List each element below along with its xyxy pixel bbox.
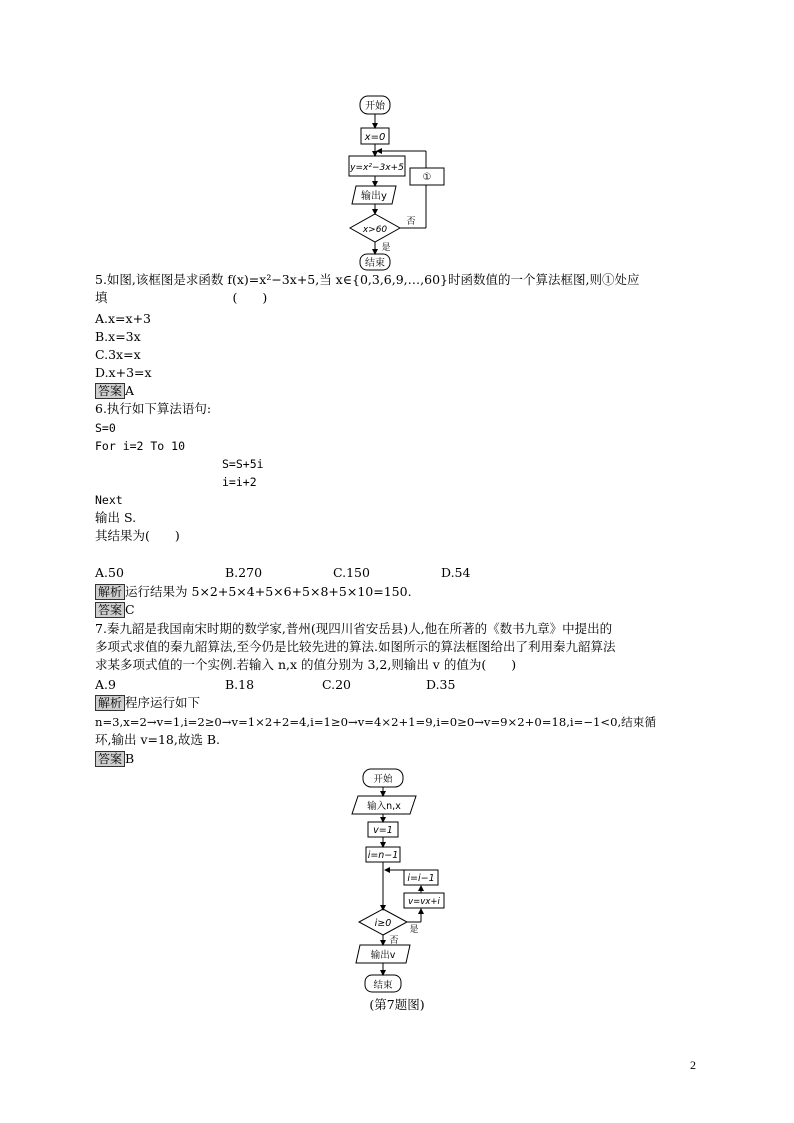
q7-option-d: D.35 — [426, 677, 456, 692]
q5-answer-row — [95, 382, 134, 400]
q7-option-a: A.9 — [95, 677, 116, 692]
fc1-init-text: x=0 — [364, 132, 386, 143]
fc1-calc-text: y=x²−3x+5 — [350, 163, 404, 173]
q7-answer-row — [95, 750, 134, 768]
q7-option-b: B.18 — [225, 677, 255, 692]
flowchart-q7 — [340, 764, 460, 996]
fc2-v1-text: v=1 — [373, 825, 393, 836]
q7-options — [95, 676, 455, 694]
q6-code-line5: Next — [95, 493, 123, 507]
fc1-output-text: 输出y — [361, 191, 387, 202]
page-number: 2 — [690, 1058, 696, 1072]
fc2-i-text: i=n−1 — [367, 850, 399, 861]
q5-option-a: A.x=x+3 — [95, 311, 151, 326]
q6-code-line6: 输出 S. — [95, 510, 137, 525]
q5-option-b: B.x=3x — [95, 329, 141, 344]
fc2-no-label: 否 — [389, 936, 399, 946]
q5-line1: 5.如图,该框图是求函数 f(x)=x²−3x+5,当 x∈{0,3,6,9,…,60}时函数值的一个算法框图,则①处应 — [95, 272, 640, 287]
fc1-decision-text: x>60 — [362, 225, 388, 235]
fc2-yes-label: 是 — [409, 925, 419, 935]
q6-analysis-tag: 解析 — [95, 584, 125, 600]
flowchart-q5 — [340, 90, 460, 272]
fc2-start-text: 开始 — [373, 774, 393, 785]
q7-analysis3: 环,输出 v=18,故选 B. — [95, 732, 220, 747]
fc2-caption: (第7题图) — [369, 997, 425, 1012]
q7-line2: 多项式求值的秦九韶算法,至今仍是比较先进的算法.如图所示的算法框图给出了利用秦九韶算法 — [95, 639, 616, 654]
q6-code-line1: S=0 — [95, 421, 116, 435]
fc2-decision-text: i≥0 — [374, 918, 392, 929]
q6-option-a: A.50 — [95, 565, 124, 580]
fc2-end-text: 结束 — [373, 980, 393, 991]
q7-line3: 求某多项式值的一个实例.若输入 n,x 的值分别为 3,2,则输出 v 的值为( ) — [95, 657, 517, 672]
q6-answer: C — [125, 602, 135, 617]
q6-option-c: C.150 — [333, 565, 370, 580]
q6-options — [95, 564, 470, 582]
q7-line1: 7.秦九韶是我国南宋时期的数学家,普州(现四川省安岳县)人,他在所著的《数书九章》中提出的 — [95, 621, 613, 636]
fc2-input-text: 输入n,x — [367, 801, 401, 812]
fc1-no-label: 否 — [406, 217, 416, 227]
q6-title: 6.执行如下算法语句: — [95, 401, 212, 416]
q6-answer-tag: 答案 — [95, 602, 125, 618]
q5-answer-tag: 答案 — [95, 383, 125, 399]
q7-analysis2: n=3,x=2→v=1,i=2≥0→v=1×2+2=4,i=1≥0→v=4×2+1=9,i=0≥0→v=9×2+0=18,i=−1<0,结束循 — [95, 715, 656, 729]
q6-code-line4: i=i+2 — [222, 475, 257, 489]
q7-answer-tag: 答案 — [95, 751, 125, 767]
fc2-output-text: 输出v — [370, 950, 396, 961]
q6-answer-row — [95, 601, 135, 619]
fc2-update-text: v=vx+i — [408, 897, 440, 907]
q7-analysis1: 程序运行如下 — [125, 695, 201, 710]
fc1-yes-label: 是 — [381, 243, 391, 253]
q5-answer: A — [125, 383, 135, 398]
q7-analysis-row — [95, 694, 200, 712]
q7-option-c: C.20 — [322, 677, 351, 692]
q5-option-c: C.3x=x — [95, 347, 141, 362]
q5-option-d: D.x+3=x — [95, 365, 152, 380]
fc1-start-text: 开始 — [365, 101, 385, 112]
fc1-end-text: 结束 — [365, 258, 385, 269]
q6-code-line3: S=S+5i — [222, 457, 264, 471]
q6-analysis: 运行结果为 5×2+5×4+5×6+5×8+5×10=150. — [125, 584, 412, 599]
q5-line2: 填 ( ) — [95, 290, 268, 305]
fc1-blank-text: ① — [422, 172, 432, 183]
fc2-dec-text: i=i−1 — [407, 873, 435, 884]
q6-option-b: B.270 — [225, 565, 263, 580]
q6-option-d: D.54 — [441, 565, 471, 580]
q7-analysis-tag: 解析 — [95, 695, 125, 711]
q7-answer: B — [125, 751, 135, 766]
q6-analysis-row — [95, 583, 412, 601]
q6-code-line2: For i=2 To 10 — [95, 439, 186, 453]
q6-question: 其结果为( ) — [95, 528, 180, 543]
